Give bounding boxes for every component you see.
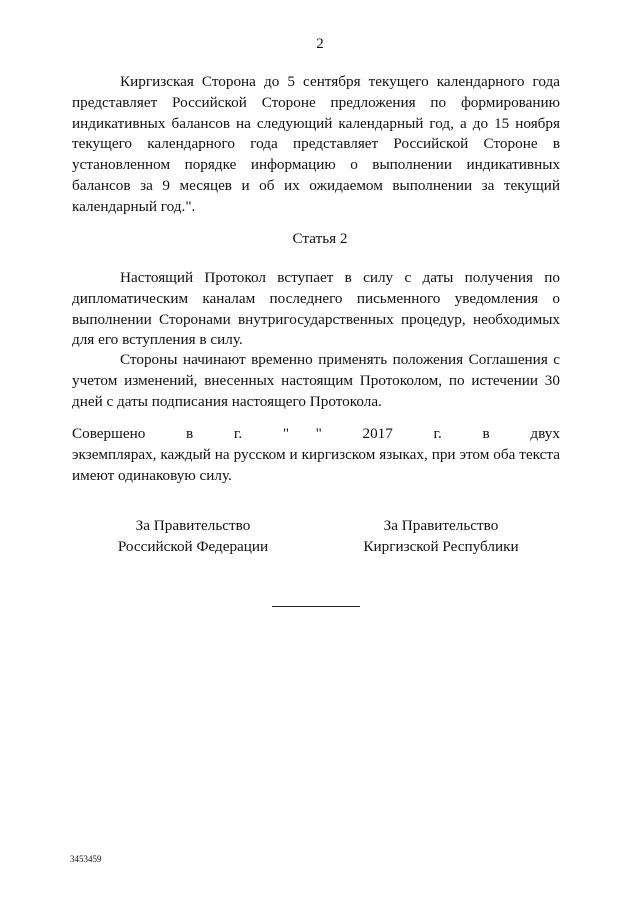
signing-word-year: г. — [433, 425, 442, 442]
document-id: 3453459 — [70, 854, 102, 864]
signing-date-blank: " " — [282, 425, 322, 442]
signatory-kyrgyzstan-line-2: Киргизской Республики — [363, 537, 519, 555]
signing-year: 2017 — [362, 425, 393, 442]
end-separator-line — [272, 606, 360, 607]
signing-word-two: двух — [530, 425, 560, 442]
paragraph-provisional-application: Стороны начинают временно применять положения Соглашения с учетом изменений, внесенных настоящим Протоколом, по истечении 30 дней с даты подписания настоящего Протокола. — [72, 351, 560, 410]
signing-word-done: Совершено — [72, 425, 146, 442]
signing-word-in: в — [185, 425, 194, 442]
signing-continuation: экземплярах, каждый на русском и киргизском языках, при этом оба текста имеют одинаковую силу. — [72, 446, 560, 484]
signing-word-in-2: в — [482, 425, 490, 442]
page-number: 2 — [316, 36, 324, 52]
signatory-kyrgyzstan-line-1: За Правительство — [383, 517, 499, 534]
signing-word-city: г. — [233, 425, 243, 442]
paragraph-entry-into-force: Настоящий Протокол вступает в силу с даты получения по дипломатическим каналам последнего письменного уведомления о выполнении Сторонами внутригосударственных процедур, необходимых для его вступления в силу. — [72, 269, 560, 349]
signatory-russia — [78, 516, 308, 557]
signatory-kyrgyzstan — [326, 516, 556, 557]
article-heading: Статья 2 — [292, 230, 348, 247]
signatory-russia-line-2: Российской Федерации — [117, 537, 269, 555]
paragraph-kyrgyz-proposals: Киргизская Сторона до 5 сентября текущего календарного года представляет Российской Стороне предложения по формированию индикативных балансов на следующий календарный год, а до 15 ноября текущего календарного года представляет Российской Стороне в установленном порядке информацию о выполнении индикативных балансов за 9 месяцев и об их ожидаемом выполнении за текущий календарный год.". — [72, 73, 560, 215]
signing-line — [72, 424, 560, 445]
signatory-russia-line-1: За Правительство — [135, 517, 251, 534]
